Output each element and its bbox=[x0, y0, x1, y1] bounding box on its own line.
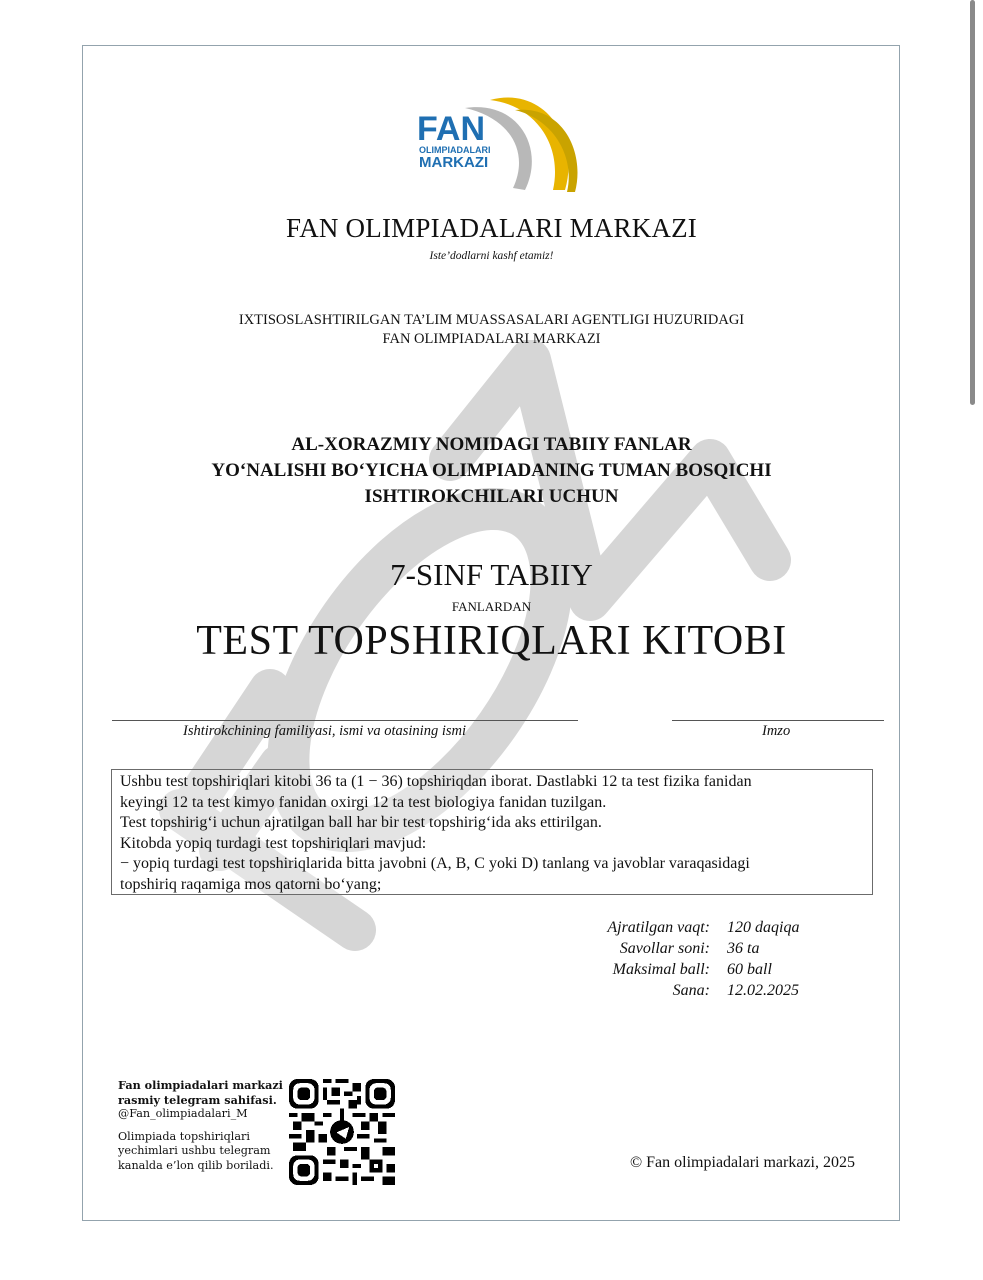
instructions-box bbox=[111, 769, 873, 895]
meta-row-questions: Savollar soni: 36 ta bbox=[619, 940, 760, 957]
fan-olimpiadalari-logo bbox=[395, 80, 595, 200]
svg-text:MARKAZI: MARKAZI bbox=[419, 154, 489, 171]
meta-row-time: Ajratilgan vaqt: 120 daqiqa bbox=[607, 919, 800, 936]
sign-signature-line bbox=[672, 720, 884, 721]
agency-line: IXTISOSLASHTIRILGAN TA’LIM MUASSASALARI AGENTLIGI HUZURIDAGI bbox=[238, 312, 745, 328]
instruction-line: Test topshirig‘i uchun ajratilgan ball har bir test topshirig‘ida aks ettirilgan. bbox=[120, 814, 602, 831]
olympiad-line: YO‘NALISHI BO‘YICHA OLIMPIADANING TUMAN BOSQICHI bbox=[211, 460, 772, 481]
agency-line: FAN OLIMPIADALARI MARKAZI bbox=[382, 331, 601, 347]
telegram-qr-code[interactable] bbox=[289, 1079, 395, 1185]
svg-text:OLIMPIADALARI: OLIMPIADALARI bbox=[419, 145, 491, 155]
instruction-line: Ushbu test topshiriqlari kitobi 36 ta (1 − 36) topshiriqdan iborat. Dastlabki 12 ta test fizika fanidan bbox=[120, 773, 752, 790]
name-field-label: Ishtirokchining familiyasi, ismi va otasining ismi bbox=[183, 723, 467, 739]
agency-heading bbox=[0, 311, 983, 349]
name-signature-line bbox=[112, 720, 578, 721]
signature-field-label: Imzo bbox=[762, 723, 791, 739]
copyright: © Fan olimpiadalari markazi, 2025 bbox=[630, 1154, 855, 1171]
meta-row-max-score: Maksimal ball: 60 ball bbox=[612, 961, 772, 978]
book-title: TEST TOPSHIRIQLARI KITOBI bbox=[196, 618, 787, 664]
instruction-line: keyingi 12 ta test kimyo fanidan oxirgi 12 ta test biologiya fanidan tuzilgan. bbox=[120, 793, 607, 811]
org-title: FAN OLIMPIADALARI MARKAZI bbox=[286, 213, 697, 243]
instruction-line: Kitobda yopiq turdagi test topshiriqlari mavjud: bbox=[120, 834, 427, 852]
olympiad-heading bbox=[0, 432, 983, 510]
telegram-info: Fan olimpiadalari markazi rasmiy telegram sahifasi. @Fan_olimpiadalari_M Olimpiada topshiriqlari yechimlari ushbu telegram kanalda e’lon qilib boriladi. bbox=[118, 1078, 293, 1173]
exam-meta bbox=[560, 917, 860, 1001]
subtitle: FANLARDAN bbox=[451, 599, 532, 614]
instruction-line: − yopiq turdagi test topshiriqlarida bitta javobni (A, B, C yoki D) tanlang va javoblar varaqasidagi bbox=[120, 855, 750, 872]
tagline: Iste’dodlarni kashf etamiz! bbox=[429, 250, 554, 262]
grade-title: 7-SINF TABIIY bbox=[390, 557, 593, 592]
svg-text:FAN: FAN bbox=[417, 110, 485, 148]
olympiad-line: ISHTIROKCHILARI UCHUN bbox=[364, 486, 619, 507]
telegram-handle[interactable]: @Fan_olimpiadalari_M bbox=[118, 1107, 248, 1120]
meta-row-date: Sana: 12.02.2025 bbox=[672, 982, 799, 999]
olympiad-line: AL-XORAZMIY NOMIDAGI TABIIY FANLAR bbox=[291, 434, 692, 455]
instruction-line: topshiriq raqamiga mos qatorni bo‘yang; bbox=[120, 875, 382, 893]
